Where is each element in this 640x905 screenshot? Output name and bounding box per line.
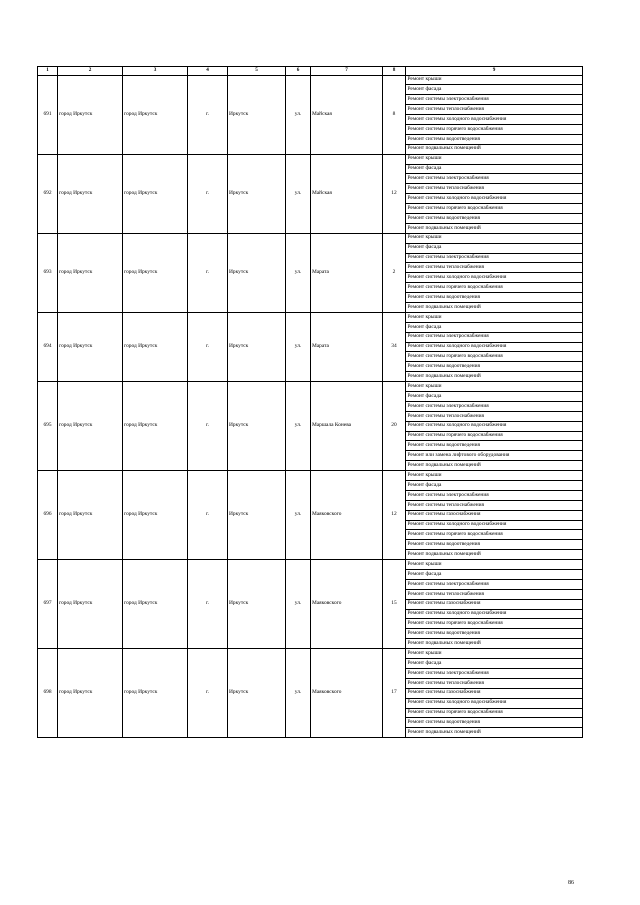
settlement-name-cell: Иркутск <box>228 312 286 381</box>
settlement-name-cell: Иркутск <box>228 75 286 154</box>
settlement-name-cell: Иркутск <box>228 560 286 649</box>
work-type-cell: Ремонт крыши <box>406 382 583 392</box>
work-type-cell: Ремонт фасада <box>406 322 583 332</box>
work-type-cell: Ремонт крыши <box>406 154 583 164</box>
work-type-cell: Ремонт системы теплоснабжения <box>406 411 583 421</box>
work-type-cell: Ремонт системы водоотведения <box>406 441 583 451</box>
work-type-cell: Ремонт подвальных помещений <box>406 728 583 738</box>
settlement-name-cell: Иркутск <box>228 649 286 738</box>
settlement-name-cell: Иркутск <box>228 471 286 560</box>
work-type-cell: Ремонт подвальных помещений <box>406 223 583 233</box>
col-header-3: 3 <box>123 67 188 76</box>
street-name-cell: Маршала Конева <box>311 382 383 471</box>
record-number-cell: 693 <box>38 233 58 312</box>
work-type-cell: Ремонт системы газоснабжения <box>406 510 583 520</box>
house-number-cell: 12 <box>383 154 406 233</box>
work-type-cell: Ремонт системы холодного водоснабжения <box>406 115 583 125</box>
record-number-cell: 698 <box>38 649 58 738</box>
street-type-cell: ул. <box>286 312 311 381</box>
settlement-type-cell: г. <box>188 471 228 560</box>
work-type-cell: Ремонт системы горячего водоснабжения <box>406 431 583 441</box>
house-number-cell: 34 <box>383 312 406 381</box>
work-type-cell: Ремонт системы водоотведения <box>406 718 583 728</box>
settlement-name-cell: Иркутск <box>228 154 286 233</box>
table-row <box>38 154 583 164</box>
municipality-cell: город Иркутск <box>58 75 123 154</box>
table-row <box>38 75 583 85</box>
col-header-8: 8 <box>383 67 406 76</box>
work-type-cell: Ремонт крыши <box>406 233 583 243</box>
municipality-cell: город Иркутск <box>58 312 123 381</box>
municipality-cell: город Иркутск <box>58 154 123 233</box>
work-type-cell: Ремонт системы горячего водоснабжения <box>406 619 583 629</box>
street-type-cell: ул. <box>286 471 311 560</box>
settlement-name-cell: Иркутск <box>228 382 286 471</box>
table-row <box>38 312 583 322</box>
work-type-cell: Ремонт системы горячего водоснабжения <box>406 204 583 214</box>
table-row <box>38 382 583 392</box>
header-row <box>38 67 583 76</box>
work-type-cell: Ремонт системы электроснабжения <box>406 174 583 184</box>
house-number-cell: 20 <box>383 382 406 471</box>
col-header-5: 5 <box>228 67 286 76</box>
settlement-cell: город Иркутск <box>123 649 188 738</box>
settlement-type-cell: г. <box>188 154 228 233</box>
work-type-cell: Ремонт фасада <box>406 85 583 95</box>
record-number-cell: 691 <box>38 75 58 154</box>
settlement-cell: город Иркутск <box>123 382 188 471</box>
work-type-cell: Ремонт системы горячего водоснабжения <box>406 352 583 362</box>
street-name-cell: Майская <box>311 75 383 154</box>
work-type-cell: Ремонт крыши <box>406 312 583 322</box>
street-type-cell: ул. <box>286 560 311 649</box>
work-type-cell: Ремонт подвальных помещений <box>406 372 583 382</box>
work-type-cell: Ремонт подвальных помещений <box>406 461 583 471</box>
work-type-cell: Ремонт системы теплоснабжения <box>406 263 583 273</box>
work-type-cell: Ремонт системы водоотведения <box>406 629 583 639</box>
work-type-cell: Ремонт или замена лифтового оборудования <box>406 451 583 461</box>
municipality-cell: город Иркутск <box>58 560 123 649</box>
record-number-cell: 696 <box>38 471 58 560</box>
work-type-cell: Ремонт фасада <box>406 392 583 402</box>
table-row <box>38 649 583 659</box>
settlement-cell: город Иркутск <box>123 560 188 649</box>
work-type-cell: Ремонт фасада <box>406 570 583 580</box>
work-type-cell: Ремонт системы водоотведения <box>406 213 583 223</box>
work-type-cell: Ремонт системы газоснабжения <box>406 688 583 698</box>
settlement-cell: город Иркутск <box>123 471 188 560</box>
settlement-type-cell: г. <box>188 560 228 649</box>
street-type-cell: ул. <box>286 233 311 312</box>
work-type-cell: Ремонт системы холодного водоснабжения <box>406 421 583 431</box>
work-type-cell: Ремонт фасада <box>406 243 583 253</box>
municipality-cell: город Иркутск <box>58 471 123 560</box>
work-type-cell: Ремонт системы электроснабжения <box>406 253 583 263</box>
table-row <box>38 560 583 570</box>
col-header-6: 6 <box>286 67 311 76</box>
work-type-cell: Ремонт системы теплоснабжения <box>406 105 583 115</box>
record-number-cell: 694 <box>38 312 58 381</box>
work-type-cell: Ремонт системы холодного водоснабжения <box>406 698 583 708</box>
table-row <box>38 471 583 481</box>
work-type-cell: Ремонт фасада <box>406 659 583 669</box>
record-number-cell: 695 <box>38 382 58 471</box>
work-type-cell: Ремонт подвальных помещений <box>406 550 583 560</box>
street-name-cell: Маяковского <box>311 649 383 738</box>
record-number-cell: 697 <box>38 560 58 649</box>
settlement-type-cell: г. <box>188 382 228 471</box>
table-row <box>38 233 583 243</box>
street-name-cell: Марата <box>311 312 383 381</box>
house-number-cell: 12 <box>383 471 406 560</box>
street-name-cell: Майская <box>311 154 383 233</box>
street-type-cell: ул. <box>286 154 311 233</box>
work-type-cell: Ремонт системы электроснабжения <box>406 95 583 105</box>
work-type-cell: Ремонт системы электроснабжения <box>406 332 583 342</box>
work-type-cell: Ремонт системы горячего водоснабжения <box>406 530 583 540</box>
table-body <box>38 75 583 738</box>
work-type-cell: Ремонт системы холодного водоснабжения <box>406 273 583 283</box>
work-type-cell: Ремонт системы холодного водоснабжения <box>406 194 583 204</box>
house-number-cell: 15 <box>383 560 406 649</box>
house-number-cell: 2 <box>383 233 406 312</box>
street-type-cell: ул. <box>286 649 311 738</box>
work-type-cell: Ремонт системы теплоснабжения <box>406 184 583 194</box>
work-type-cell: Ремонт системы водоотведения <box>406 362 583 372</box>
work-type-cell: Ремонт крыши <box>406 471 583 481</box>
settlement-type-cell: г. <box>188 75 228 154</box>
street-name-cell: Маяковского <box>311 560 383 649</box>
work-type-cell: Ремонт крыши <box>406 560 583 570</box>
col-header-2: 2 <box>58 67 123 76</box>
work-type-cell: Ремонт системы электроснабжения <box>406 490 583 500</box>
work-type-cell: Ремонт системы холодного водоснабжения <box>406 520 583 530</box>
work-type-cell: Ремонт системы теплоснабжения <box>406 678 583 688</box>
municipality-cell: город Иркутск <box>58 382 123 471</box>
work-type-cell: Ремонт крыши <box>406 649 583 659</box>
work-type-cell: Ремонт системы электроснабжения <box>406 668 583 678</box>
work-type-cell: Ремонт системы водоотведения <box>406 293 583 303</box>
col-header-7: 7 <box>311 67 383 76</box>
settlement-cell: город Иркутск <box>123 312 188 381</box>
house-number-cell: 17 <box>383 649 406 738</box>
work-type-cell: Ремонт системы холодного водоснабжения <box>406 609 583 619</box>
work-type-cell: Ремонт системы водоотведения <box>406 134 583 144</box>
work-type-cell: Ремонт фасада <box>406 164 583 174</box>
work-type-cell: Ремонт фасада <box>406 481 583 491</box>
municipality-cell: город Иркутск <box>58 649 123 738</box>
work-type-cell: Ремонт системы холодного водоснабжения <box>406 342 583 352</box>
settlement-type-cell: г. <box>188 649 228 738</box>
street-name-cell: Маяковского <box>311 471 383 560</box>
settlement-name-cell: Иркутск <box>228 233 286 312</box>
work-type-cell: Ремонт подвальных помещений <box>406 144 583 154</box>
col-header-1: 1 <box>38 67 58 76</box>
work-type-cell: Ремонт системы теплоснабжения <box>406 589 583 599</box>
work-type-cell: Ремонт системы горячего водоснабжения <box>406 283 583 293</box>
house-number-cell: 8 <box>383 75 406 154</box>
street-type-cell: ул. <box>286 75 311 154</box>
settlement-cell: город Иркутск <box>123 233 188 312</box>
settlement-type-cell: г. <box>188 312 228 381</box>
page-number: 86 <box>568 880 574 886</box>
settlement-cell: город Иркутск <box>123 75 188 154</box>
work-type-cell: Ремонт системы электроснабжения <box>406 579 583 589</box>
municipality-cell: город Иркутск <box>58 233 123 312</box>
settlement-cell: город Иркутск <box>123 154 188 233</box>
repair-register-table <box>37 66 583 738</box>
work-type-cell: Ремонт крыши <box>406 75 583 85</box>
work-type-cell: Ремонт системы электроснабжения <box>406 401 583 411</box>
work-type-cell: Ремонт системы водоотведения <box>406 540 583 550</box>
work-type-cell: Ремонт подвальных помещений <box>406 639 583 649</box>
col-header-4: 4 <box>188 67 228 76</box>
street-name-cell: Марата <box>311 233 383 312</box>
col-header-9: 9 <box>406 67 583 76</box>
record-number-cell: 692 <box>38 154 58 233</box>
street-type-cell: ул. <box>286 382 311 471</box>
work-type-cell: Ремонт подвальных помещений <box>406 302 583 312</box>
settlement-type-cell: г. <box>188 233 228 312</box>
work-type-cell: Ремонт системы теплоснабжения <box>406 500 583 510</box>
work-type-cell: Ремонт системы горячего водоснабжения <box>406 708 583 718</box>
work-type-cell: Ремонт системы газоснабжения <box>406 599 583 609</box>
work-type-cell: Ремонт системы горячего водоснабжения <box>406 124 583 134</box>
